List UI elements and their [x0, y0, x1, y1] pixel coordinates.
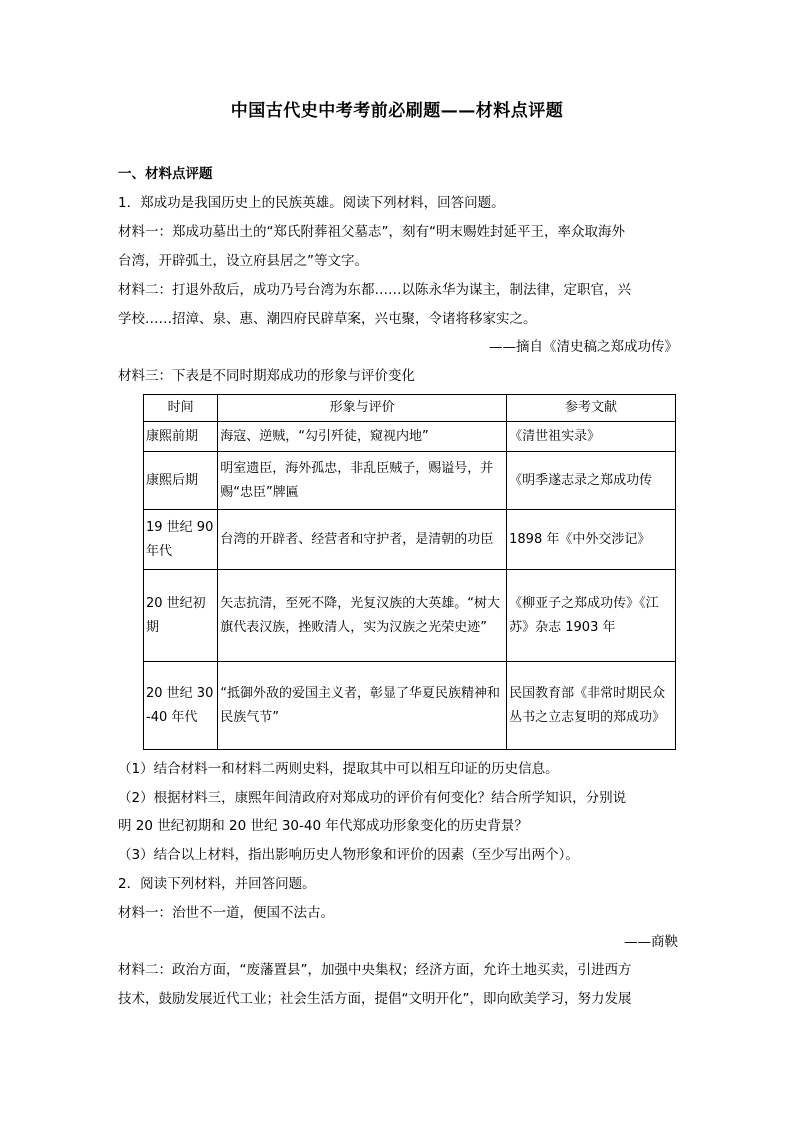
table-cell-time: 20 世纪 30-40 年代 — [144, 662, 218, 750]
q2-material2-line1: 材料二：政治方面，“废藩置县”，加强中央集权；经济方面，允许土地买卖，引进西方 — [118, 962, 632, 978]
table-cell-time: 康熙后期 — [144, 452, 218, 510]
q1-subquestion-1: （1）结合材料一和材料二两则史料，提取其中可以相互印证的历史信息。 — [118, 761, 559, 777]
table-row — [144, 510, 676, 570]
table-cell-time: 康熙前期 — [144, 422, 218, 452]
table-header-row — [144, 395, 676, 422]
q2-material1: 材料一：治世不一道，便国不法古。 — [118, 905, 334, 921]
table-cell-time: 20 世纪初期 — [144, 570, 218, 662]
table-cell-ref: 《柳亚子之郑成功传》《江苏》杂志 1903 年 — [507, 570, 676, 662]
q2-material2-line2: 技术，鼓励发展近代工业；社会生活方面，提倡“文明开化”，即向欧美学习，努力发展 — [118, 991, 632, 1007]
table-cell-ref: 1898 年《中外交涉记》 — [507, 510, 676, 570]
table-header-cell: 参考文献 — [507, 395, 676, 422]
q1-material2-line2: 学校……招漳、泉、惠、潮四府民辟草案，兴屯聚，令诸将移家实之。 — [118, 311, 537, 327]
q1-material1-line1: 材料一：郑成功墓出土的“郑氏附葬祖父墓志”，刻有“明末赐姓封延平王，率众取海外 — [118, 224, 625, 240]
q1-subquestion-2-line2: 明 20 世纪初期和 20 世纪 30-40 年代郑成功形象变化的历史背景？ — [118, 818, 528, 834]
table-cell-image: “抵御外敌的爱国主义者，彰显了华夏民族精神和民族气节” — [218, 662, 507, 750]
table-header-cell: 时间 — [144, 395, 218, 422]
evaluation-table — [143, 394, 676, 750]
q2-intro: 2．阅读下列材料，并回答问题。 — [118, 876, 316, 892]
table-cell-image: 台湾的开辟者、经营者和守护者，是清朝的功臣 — [218, 510, 507, 570]
table-cell-image: 海寇、逆贼，“勾引歼徒，窥视内地” — [218, 422, 507, 452]
section-heading: 一、材料点评题 — [118, 166, 213, 182]
table-row — [144, 452, 676, 510]
table-cell-ref: 《清世祖实录》 — [507, 422, 676, 452]
table-row — [144, 570, 676, 662]
page-title: 中国古代史中考考前必刷题——材料点评题 — [230, 101, 564, 121]
table-row — [144, 422, 676, 452]
table-cell-time: 19 世纪 90 年代 — [144, 510, 218, 570]
q1-subquestion-3: （3）结合以上材料，指出影响历史人物形象和评价的因素（至少写出两个）。 — [118, 847, 579, 863]
table-header-cell: 形象与评价 — [218, 395, 507, 422]
q1-material2-source: ——摘自《清史稿之郑成功传》 — [489, 339, 678, 355]
table-cell-ref: 民国教育部《非常时期民众丛书之立志复明的郑成功》 — [507, 662, 676, 750]
table-cell-image: 明室遗臣，海外孤忠，非乱臣贼子，赐谥号，并赐“忠臣”牌匾 — [218, 452, 507, 510]
q1-material3: 材料三：下表是不同时期郑成功的形象与评价变化 — [118, 368, 415, 384]
q2-material1-source: ——商鞅 — [624, 934, 678, 950]
q1-subquestion-2-line1: （2）根据材料三，康熙年间清政府对郑成功的评价有何变化？结合所学知识，分别说 — [118, 790, 627, 806]
table-cell-ref: 《明季遂志录之郑成功传 — [507, 452, 676, 510]
q1-material2-line1: 材料二：打退外敌后，成功乃号台湾为东都……以陈永华为谋主，制法律，定职官，兴 — [118, 282, 631, 298]
table-row — [144, 662, 676, 750]
q1-material1-line2: 台湾，开辟弧土，设立府县居之”等文字。 — [118, 253, 368, 269]
q1-intro: 1．郑成功是我国历史上的民族英雄。阅读下列材料，回答问题。 — [118, 195, 505, 211]
table-cell-image: 矢志抗清，至死不降，光复汉族的大英雄。“树大旗代表汉族，挫败清人，实为汉族之光荣史迹” — [218, 570, 507, 662]
